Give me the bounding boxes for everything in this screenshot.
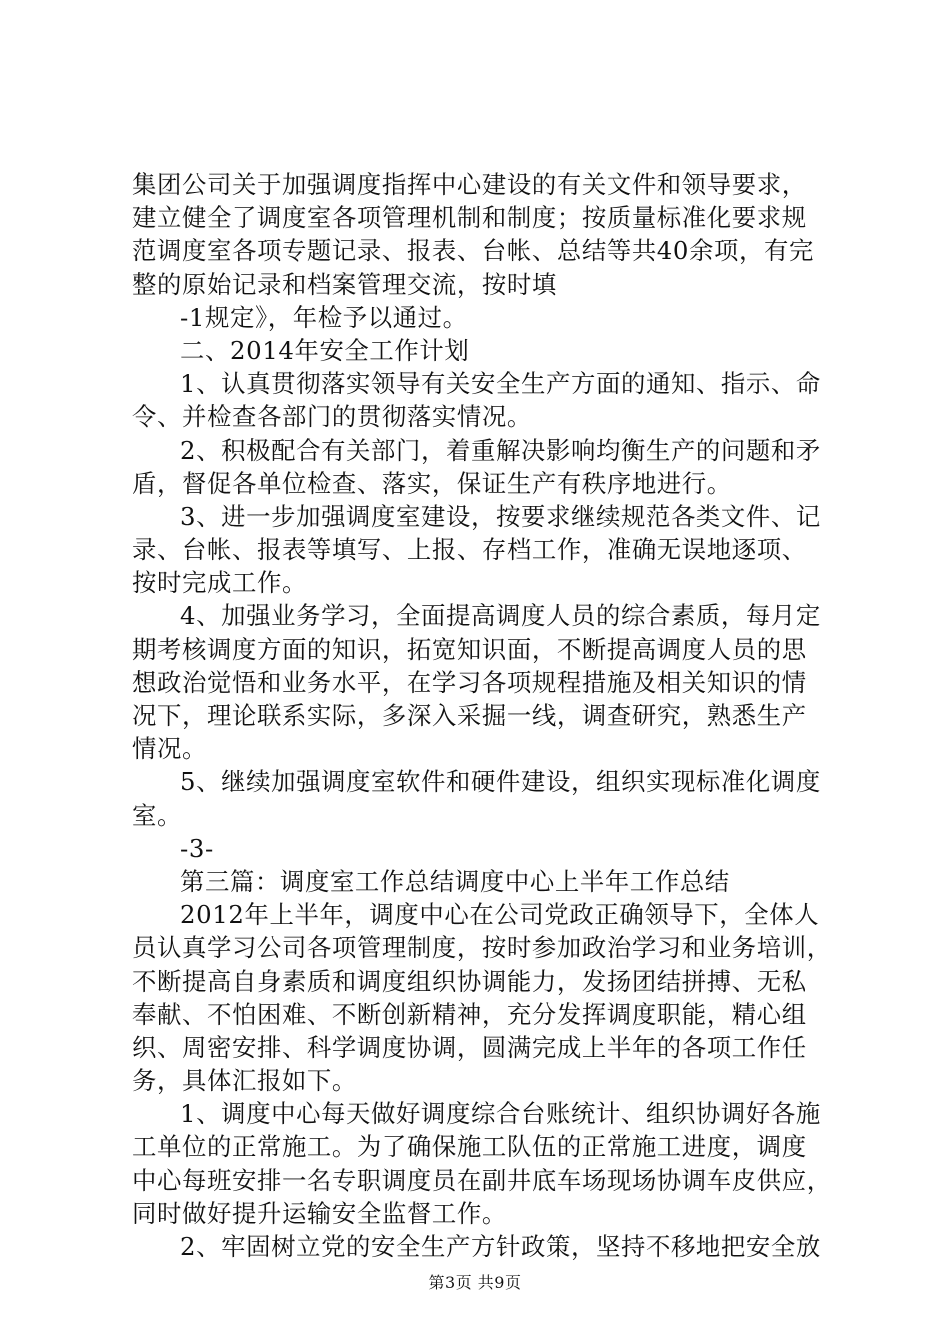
document-body (132, 168, 832, 1263)
text-line: -1规定》，年检予以通过。 (180, 302, 468, 332)
text-line: 令、并检查各部门的贯彻落实情况。 (132, 402, 532, 432)
text-line: 中心每班安排一名专职调度员在副井底车场现场协调车皮供应， (132, 1165, 832, 1195)
text-line: 织、周密安排、科学调度协调，圆满完成上半年的各项工作任 (132, 1032, 807, 1062)
text-line: 期考核调度方面的知识，拓宽知识面，不断提高调度人员的思 (132, 634, 807, 664)
text-line: 1、调度中心每天做好调度综合台账统计、组织协调好各施 (180, 1099, 821, 1129)
text-line: 4、加强业务学习，全面提高调度人员的综合素质，每月定 (180, 601, 821, 631)
text-line: 1、认真贯彻落实领导有关安全生产方面的通知、指示、命 (180, 369, 821, 399)
text-line: 不断提高自身素质和调度组织协调能力，发扬团结拼搏、无私 (132, 966, 807, 996)
page-footer (0, 1273, 950, 1293)
text-line: 2、牢固树立党的安全生产方针政策，坚持不移地把安全放 (180, 1232, 821, 1261)
text-line: 员认真学习公司各项管理制度，按时参加政治学习和业务培训， (132, 933, 832, 963)
text-line: 整的原始记录和档案管理交流，按时填 (132, 269, 557, 299)
text-line: 建立健全了调度室各项管理机制和制度；按质量标准化要求规 (132, 203, 807, 233)
text-line: 工单位的正常施工。为了确保施工队伍的正常施工进度，调度 (132, 1132, 807, 1162)
text-line: 务，具体汇报如下。 (132, 1066, 357, 1096)
text-line: 3、进一步加强调度室建设，按要求继续规范各类文件、记 (180, 501, 821, 531)
page-number-label: 第3页 共9页 (428, 1273, 522, 1292)
text-line: 奉献、不怕困难、不断创新精神，充分发挥调度职能，精心组 (132, 999, 807, 1029)
text-line: 5、继续加强调度室软件和硬件建设，组织实现标准化调度 (180, 767, 821, 797)
text-line: 想政治觉悟和业务水平，在学习各项规程措施及相关知识的情 (132, 667, 807, 697)
text-line: -3- (180, 833, 214, 863)
text-line: 情况。 (132, 734, 207, 764)
text-line: 盾，督促各单位检查、落实，保证生产有秩序地进行。 (132, 468, 732, 498)
text-line: 况下，理论联系实际，多深入采掘一线，调查研究，熟悉生产 (132, 701, 807, 730)
text-line: 录、台帐、报表等填写、上报、存档工作，准确无误地逐项、 (132, 535, 807, 565)
text-line: 二、2014年安全工作计划 (180, 335, 470, 365)
text-line: 同时做好提升运输安全监督工作。 (132, 1198, 507, 1228)
text-line: 室。 (132, 800, 182, 830)
text-line: 2012年上半年，调度中心在公司党政正确领导下，全体人 (180, 900, 820, 930)
text-line: 第三篇：调度室工作总结调度中心上半年工作总结 (180, 866, 730, 896)
text-line: 集团公司关于加强调度指挥中心建设的有关文件和领导要求， (132, 170, 807, 199)
text-line: 范调度室各项专题记录、报表、台帐、总结等共40余项，有完 (132, 236, 814, 266)
text-line: 2、积极配合有关部门，着重解决影响均衡生产的问题和矛 (180, 435, 821, 465)
text-line: 按时完成工作。 (132, 568, 307, 598)
